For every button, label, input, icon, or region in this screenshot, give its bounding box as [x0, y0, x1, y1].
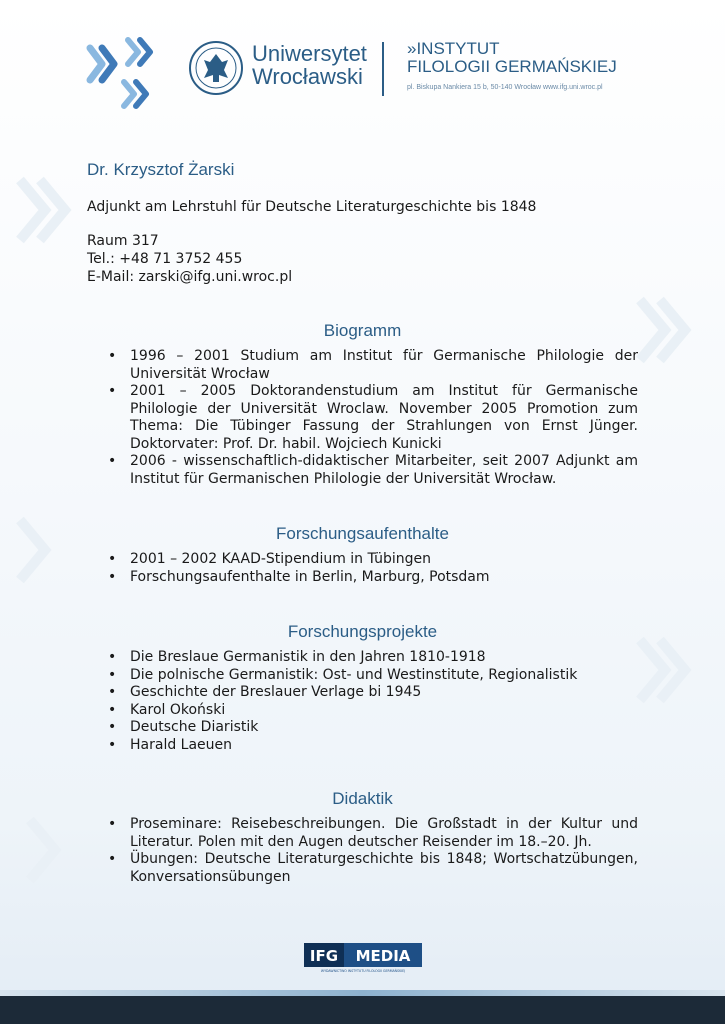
header-divider	[382, 42, 384, 96]
institute-address: pl. Biskupa Nankiera 15 b, 50-140 Wrocław www.ifg.uni.wroc.pl	[407, 84, 603, 91]
university-name-line1: Uniwersytet	[252, 41, 367, 66]
list-item: • Die Breslaue Germanistik in den Jahren 1810-1918	[108, 649, 638, 667]
media-logo-text: MEDIA	[355, 947, 411, 965]
didaktik-list	[108, 816, 638, 886]
forschungsprojekte-list	[108, 649, 638, 754]
list-item: • Harald Laeuen	[108, 737, 638, 755]
biogramm-list	[108, 348, 638, 488]
list-item: • 1996 – 2001 Studium am Institut für Germanische Philologie der Universität Wrocław	[108, 348, 638, 383]
institute-name: FILOLOGII GERMAŃSKIEJ	[407, 57, 617, 76]
list-item: • Forschungsaufenthalte in Berlin, Marburg, Potsdam	[108, 569, 638, 587]
section-title-forschungsprojekte: Forschungsprojekte	[287, 622, 438, 641]
ifg-media-logo	[304, 943, 422, 973]
list-item: • Geschichte der Breslauer Verlage bi 1945	[108, 684, 638, 702]
list-item: • Deutsche Diaristik	[108, 719, 638, 737]
person-position: Adjunkt am Lehrstuhl für Deutsche Literaturgeschichte bis 1848	[87, 199, 537, 215]
footer-bar	[0, 996, 725, 1024]
section-title-forschungsaufenthalte: Forschungsaufenthalte	[276, 524, 449, 543]
list-item: • Die polnische Germanistik: Ost- und Westinstitute, Regionalistik	[108, 667, 638, 685]
list-item: • Übungen: Deutsche Literaturgeschichte bis 1848; Wortschatzübungen, Konversationsübungen	[108, 851, 638, 886]
list-item: • Karol Okoński	[108, 702, 638, 720]
list-item: • 2001 – 2002 KAAD-Stipendium in Tübingen	[108, 551, 638, 569]
letterhead	[80, 34, 650, 114]
logo-tagline: WYDAWNICTWO INSTYTUTU FILOLOGII GERMAŃSKIEJ	[320, 969, 406, 973]
chevron-logo-icon	[80, 36, 160, 110]
section-title-didaktik: Didaktik	[332, 789, 393, 808]
contact-phone: Tel.: +48 71 3752 455	[87, 251, 243, 267]
contact-room: Raum 317	[87, 233, 159, 249]
list-item: • Proseminare: Reisebeschreibungen. Die Großstadt in der Kultur und Literatur. Polen mit den Augen deutscher Reisender im 18.–20. Jh.	[108, 816, 638, 851]
person-name: Dr. Krzysztof Żarski	[87, 160, 235, 179]
section-title-biogramm: Biogramm	[323, 321, 402, 340]
institute-label: »INSTYTUT	[407, 39, 500, 58]
university-name-line2: Wrocławski	[252, 64, 363, 89]
university-seal-icon	[188, 40, 244, 96]
ifg-logo-text: IFG	[309, 947, 339, 965]
forschungsaufenthalte-list	[108, 551, 638, 586]
university-name	[252, 42, 367, 88]
list-item: • 2006 - wissenschaftlich-didaktischer Mitarbeiter, seit 2007 Adjunkt am Institut für Germanischen Philologie der Universität Wrocław.	[108, 453, 638, 488]
list-item: • 2001 – 2005 Doktorandenstudium am Institut für Germanische Philologie der Universität Wroclaw. November 2005 Promotion zum Thema: Die Tübinger Fassung der Strahlungen von Ernst Jünger. Doktorvater: Prof. Dr. habil. Wojciech Kunicki	[108, 383, 638, 453]
contact-email[interactable]: E-Mail: zarski@ifg.uni.wroc.pl	[87, 269, 293, 285]
